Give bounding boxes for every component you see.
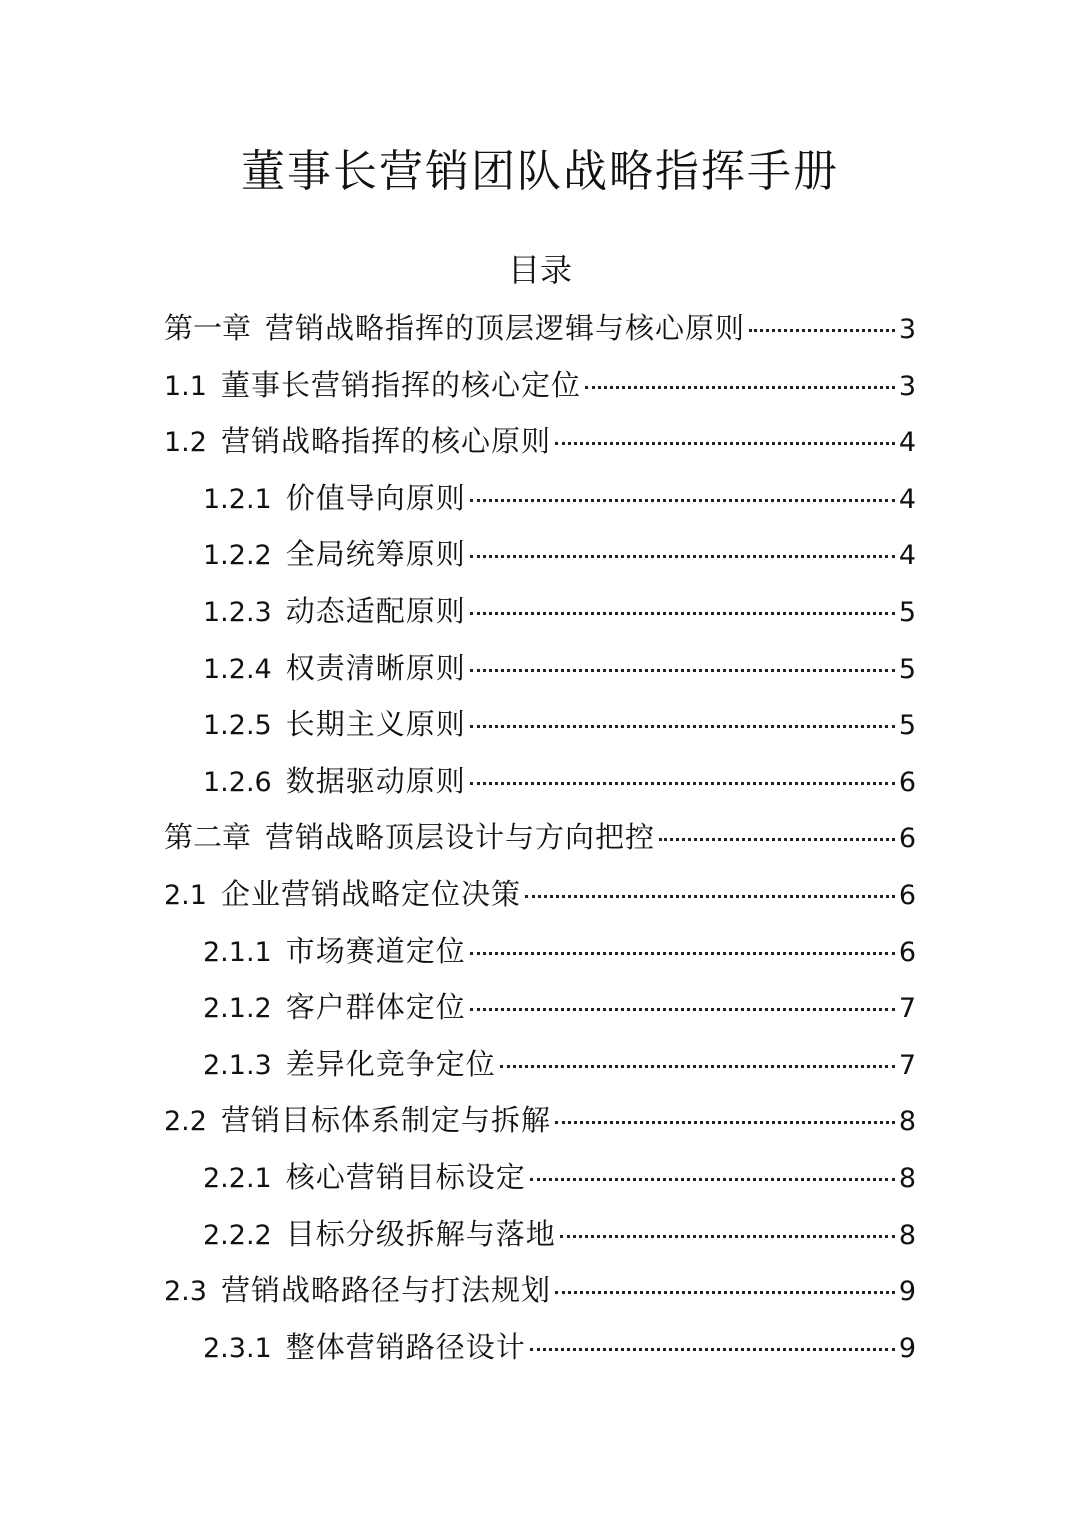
toc-dot-leader [470,1008,895,1011]
toc-entry-number: 1.1 [164,370,207,402]
toc-entry-title: 营销目标体系制定与拆解 [220,1103,551,1138]
toc-dot-leader [500,1065,895,1068]
toc-entry-title: 营销战略指挥的顶层逻辑与核心原则 [265,311,746,345]
toc-entry-title: 目标分级拆解与落地 [285,1216,556,1251]
table-of-contents [0,300,1080,1375]
toc-entry-page-number: 5 [898,653,916,685]
toc-dot-leader [659,838,895,841]
toc-entry[interactable] [0,866,1080,923]
toc-entry[interactable] [0,1036,1080,1093]
toc-entry-number: 2.2.1 [203,1162,272,1194]
toc-entry-title: 营销战略指挥的核心原则 [220,424,551,459]
toc-entry-page-number: 6 [898,879,916,911]
toc-entry-title: 董事长营销指挥的核心定位 [220,367,581,402]
toc-entry-page-number: 7 [898,1049,916,1081]
toc-entry-number: 1.2.2 [203,540,272,572]
toc-dot-leader [555,1121,895,1124]
toc-entry-page-number: 6 [898,766,916,798]
toc-dot-leader [555,442,895,445]
toc-dot-leader [470,669,895,672]
toc-entry-page-number: 6 [898,823,916,855]
toc-entry-page-number: 6 [898,936,916,968]
toc-entry-title: 核心营销目标设定 [285,1159,526,1194]
toc-dot-leader [470,499,895,502]
toc-entry[interactable] [0,1319,1080,1376]
toc-entry-page-number: 4 [898,427,916,459]
toc-entry-page-number: 4 [898,540,916,572]
toc-entry-title: 客户群体定位 [285,990,466,1025]
toc-entry[interactable] [0,300,1080,357]
toc-entry[interactable] [0,923,1080,980]
toc-entry-number: 1.2 [164,427,207,459]
toc-entry-number: 2.1.3 [203,1049,272,1081]
toc-entry-title: 价值导向原则 [285,480,466,515]
toc-entry[interactable] [0,526,1080,583]
toc-dot-leader [470,952,895,955]
toc-entry-title: 差异化竞争定位 [285,1046,496,1081]
toc-entry[interactable] [0,1206,1080,1263]
toc-entry-number: 2.2.2 [203,1219,272,1251]
toc-entry-number: 第一章 [164,311,252,345]
toc-entry-page-number: 9 [898,1332,916,1364]
toc-entry[interactable] [0,979,1080,1036]
toc-entry-number: 2.3.1 [203,1332,272,1364]
toc-entry[interactable] [0,1092,1080,1149]
toc-entry[interactable] [0,809,1080,866]
toc-entry[interactable] [0,1262,1080,1319]
toc-entry-page-number: 8 [898,1162,916,1194]
toc-heading: 目录 [507,251,572,289]
toc-dot-leader [470,555,895,558]
toc-entry[interactable] [0,413,1080,470]
toc-entry-page-number: 3 [898,314,916,345]
toc-entry-number: 1.2.5 [203,710,272,742]
toc-entry-title: 营销战略路径与打法规划 [220,1273,551,1308]
toc-entry-page-number: 5 [898,710,916,742]
toc-entry-title: 动态适配原则 [285,593,466,628]
toc-entry[interactable] [0,696,1080,753]
toc-dot-leader [749,329,895,332]
toc-entry-title: 长期主义原则 [285,707,466,742]
toc-entry-number: 1.2.3 [203,596,272,628]
toc-dot-leader [470,612,895,615]
toc-entry-title: 整体营销路径设计 [285,1329,526,1364]
toc-entry[interactable] [0,357,1080,414]
document-title: 董事长营销团队战略指挥手册 [241,146,839,197]
toc-entry[interactable] [0,470,1080,527]
toc-entry-page-number: 9 [898,1276,916,1308]
toc-entry-number: 2.1 [164,879,207,911]
toc-entry-title: 权责清晰原则 [285,650,466,685]
toc-entry-title: 营销战略顶层设计与方向把控 [265,820,656,855]
toc-entry[interactable] [0,583,1080,640]
toc-dot-leader [560,1235,895,1238]
toc-dot-leader [530,1178,895,1181]
toc-entry-number: 2.2 [164,1106,207,1138]
toc-entry-page-number: 8 [898,1106,916,1138]
toc-entry[interactable] [0,753,1080,810]
toc-dot-leader [555,1291,895,1294]
toc-entry[interactable] [0,640,1080,697]
toc-entry-number: 2.1.2 [203,993,272,1025]
toc-dot-leader [525,895,895,898]
toc-entry-number: 2.3 [164,1276,207,1308]
toc-entry-number: 第二章 [164,820,252,855]
toc-entry-title: 全局统筹原则 [285,537,466,572]
toc-dot-leader [470,725,895,728]
toc-entry-title: 数据驱动原则 [285,763,466,798]
toc-entry[interactable] [0,1149,1080,1206]
toc-entry-page-number: 3 [898,370,916,402]
toc-dot-leader [530,1348,895,1351]
toc-entry-number: 1.2.6 [203,766,272,798]
toc-entry-number: 2.1.1 [203,936,272,968]
toc-dot-leader [470,782,895,785]
toc-entry-page-number: 4 [898,483,916,515]
toc-entry-title: 市场赛道定位 [285,933,466,968]
toc-entry-page-number: 8 [898,1219,916,1251]
toc-entry-number: 1.2.4 [203,653,272,685]
toc-entry-page-number: 7 [898,993,916,1025]
toc-dot-leader [585,386,895,389]
toc-entry-page-number: 5 [898,596,916,628]
toc-entry-number: 1.2.1 [203,483,272,515]
toc-entry-title: 企业营销战略定位决策 [220,876,521,911]
